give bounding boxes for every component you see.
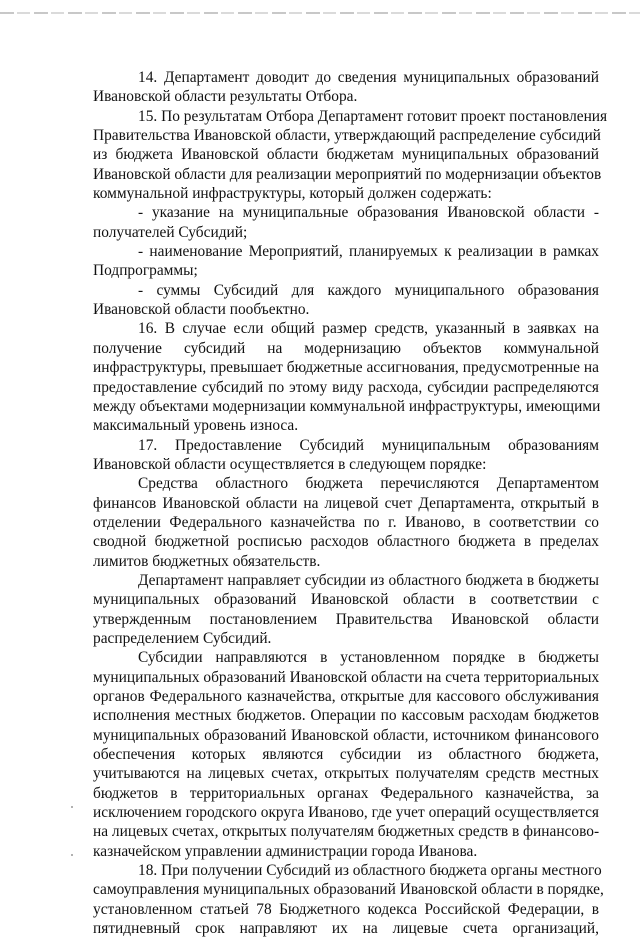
- paragraph-15: [93, 107, 608, 204]
- text-line: Ивановской области пообъектно.: [93, 301, 310, 319]
- text-line: Ивановской области осуществляется в следующем порядке:: [93, 455, 487, 473]
- text-line: 14. Департамент доводит до сведения муниципальных образований: [138, 69, 599, 86]
- text-line: учитываются на лицевых счетах, открытых получателям средств местных: [93, 765, 599, 783]
- text-line: казначейском управлении администрации города Иванова.: [93, 842, 478, 860]
- text-line: муниципальных образований Ивановской области в соответствии с: [93, 591, 599, 609]
- text-line: из бюджета Ивановской области бюджетам муниципальных образований: [93, 146, 599, 164]
- text-line: установленном статьей 78 Бюджетного кодекса Российской Федерации, в: [93, 900, 599, 918]
- text-line: утвержденным постановлением Правительства Ивановской области: [93, 610, 599, 628]
- text-line: исполнения местных бюджетов. Операции по кассовым расходам бюджетов: [93, 707, 599, 725]
- text-line: инфраструктуры, превышает бюджетные ассигнования, предусмотренные на: [93, 359, 599, 377]
- text-line: получателей Субсидий;: [93, 223, 248, 241]
- scan-speck: [71, 806, 73, 808]
- list-item-recipients: [93, 203, 599, 242]
- text-line: самоуправления муниципальных образований Ивановской области в порядке,: [93, 881, 604, 899]
- text-line: финансов Ивановской области на лицевой счет Департамента, открытый в: [93, 494, 599, 512]
- paragraph-17-subsidies: [93, 648, 599, 861]
- text-line: Субсидии направляются в установленном порядке в бюджеты: [138, 649, 599, 667]
- list-item-amounts: [93, 281, 599, 320]
- text-line: муниципальных образований Ивановской области на счета территориальных: [93, 668, 600, 686]
- text-line: лимитов бюджетных обязательств.: [93, 552, 321, 570]
- text-line: - указание на муниципальные образования Ивановской области -: [138, 204, 599, 222]
- text-line: сводной бюджетной росписью расходов областного бюджета в пределах: [93, 533, 599, 551]
- text-line: Правительства Ивановской области, утверждающий распределение субсидий: [93, 127, 601, 145]
- text-line: предоставление субсидий по этому виду расхода, субсидии распределяются: [93, 378, 599, 396]
- text-line: муниципальных образований Ивановской области, источником финансового: [93, 726, 599, 744]
- text-line: Средства областного бюджета перечисляются Департаментом: [138, 475, 599, 493]
- text-line: органов Федерального казначейства, открытые для кассового обслуживания: [93, 688, 599, 705]
- paragraph-17: [93, 436, 599, 475]
- text-line: пятидневный срок направляют их на лицевые счета организаций,: [93, 920, 599, 938]
- text-line: Ивановской области для реализации мероприятий по модернизации объектов: [93, 165, 602, 183]
- text-line: Департамент направляет субсидии из областного бюджета в бюджеты: [138, 571, 599, 589]
- scan-speck: [71, 854, 73, 856]
- list-item-measures: [93, 242, 599, 281]
- text-line: распределением Субсидий.: [93, 629, 272, 647]
- document-page: [93, 68, 608, 938]
- text-line: обеспечения которых являются субсидии из областного бюджета,: [93, 746, 599, 764]
- text-line: Ивановской области результаты Отбора.: [93, 88, 358, 106]
- text-line: - наименование Мероприятий, планируемых к реализации в рамках: [138, 243, 599, 261]
- paragraph-18: [93, 861, 604, 938]
- text-line: 17. Предоставление Субсидий муниципальным образованиям: [138, 436, 599, 454]
- text-line: 16. В случае если общий размер средств, указанный в заявках на: [138, 320, 599, 338]
- text-line: 15. По результатам Отбора Департамент готовит проект постановления: [138, 107, 608, 125]
- scan-edge-artifact: [0, 12, 640, 14]
- text-line: бюджетов в территориальных органах Федерального казначейства, за: [93, 784, 599, 802]
- text-line: коммунальной инфраструктуры, который должен содержать:: [93, 185, 492, 203]
- paragraph-17-department: [93, 571, 599, 648]
- text-line: отделении Федерального казначейства по г. Иваново, в соответствии со: [93, 513, 599, 531]
- paragraph-16: [93, 319, 599, 435]
- paragraph-17-funds: [93, 474, 599, 571]
- text-line: на лицевых счетах, открытых получателям бюджетных средств в финансово-: [93, 823, 600, 841]
- text-line: получение субсидий на модернизацию объектов коммунальной: [93, 339, 599, 357]
- text-line: между объектами модернизации коммунальной инфраструктуры, имеющими: [93, 397, 601, 415]
- text-line: максимальный уровень износа.: [93, 417, 299, 435]
- text-line: Подпрограммы;: [93, 262, 198, 280]
- text-line: исключением городского округа Иваново, где учет операций осуществляется: [93, 804, 599, 822]
- text-line: 18. При получении Субсидий из областного бюджета органы местного: [138, 862, 602, 880]
- paragraph-14: [93, 68, 599, 107]
- text-line: - суммы Субсидий для каждого муниципального образования: [138, 281, 599, 299]
